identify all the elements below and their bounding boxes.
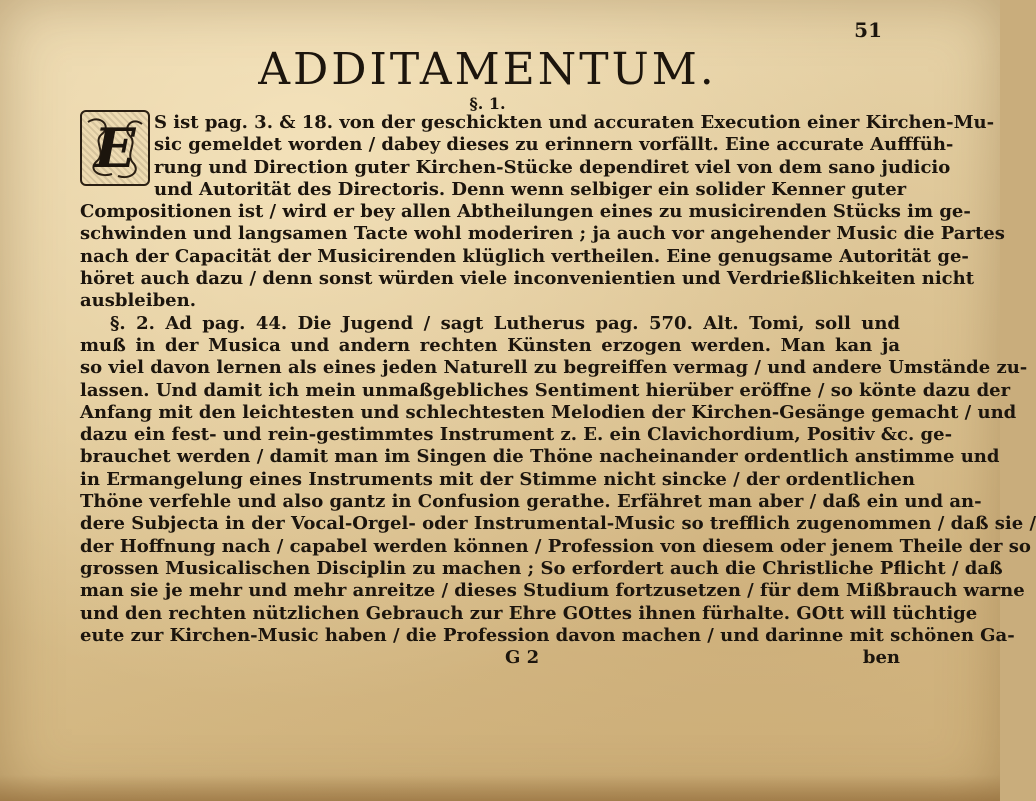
text-line: brauchet werden / damit man im Singen die Thöne nacheinander ordentlich anstimme und <box>80 446 1000 468</box>
text-line: rung und Direction guter Kirchen-Stücke dependiret viel von dem sano judicio <box>154 156 951 178</box>
text-line: §. 2. Ad pag. 44. Die Jugend / sagt Lutherus pag. 570. Alt. Tomi, soll und <box>110 312 900 334</box>
page-bottom-edge <box>0 775 1000 801</box>
text-line: Thöne verfehle und also gantz in Confusion gerathe. Erfähret man aber / daß ein und an- <box>80 491 982 513</box>
drop-cap-letter: E <box>94 116 136 180</box>
page-number: 51 <box>854 18 882 42</box>
text-line: der Hoffnung nach / capabel werden können / Profession von diesem oder jenem Theile der so <box>80 535 1031 557</box>
text-line: grossen Musicalischen Disciplin zu machen ; So erfordert auch die Christliche Pflicht / daß <box>80 557 1003 579</box>
text-line: nach der Capacität der Musicirenden klüglich vertheilen. Eine genugsame Autorität ge- <box>80 245 969 267</box>
text-line: in Ermangelung eines Instruments mit der Stimme nicht sincke / der ordentlichen <box>80 468 915 490</box>
section-mark: §. 1. <box>469 94 506 113</box>
signature-line <box>80 647 900 671</box>
text-line: man sie je mehr und mehr anreitze / dieses Studium fortzusetzen / für dem Mißbrauch warne <box>80 580 1025 602</box>
body-text <box>80 112 1036 671</box>
text-line: so viel davon lernen als eines jeden Naturell zu begreiffen vermag / und andere Umstände zu- <box>80 357 1028 379</box>
text-line: dere Subjecta in der Vocal-Orgel- oder Instrumental-Music so trefflich zugenommen / daß sie / <box>80 513 1036 535</box>
running-head: ADDITAMENTUM. <box>258 44 717 95</box>
text-line: Compositionen ist / wird er bey allen Abtheilungen eines zu musicirenden Stücks im ge- <box>80 201 971 223</box>
text-line: eute zur Kirchen-Music haben / die Profession davon machen / und darinne mit schönen Ga- <box>80 624 1015 646</box>
text-line: schwinden und langsamen Tacte wohl moderiren ; ja auch vor angehender Music die Partes <box>80 223 1005 245</box>
text-line: und den rechten nützlichen Gebrauch zur Ehre GOttes ihnen fürhalte. GOtt will tüchtige <box>80 602 978 624</box>
text-line: sic gemeldet worden / dabey dieses zu erinnern vorfällt. Eine accurate Aufffüh- <box>154 134 954 156</box>
catchword: ben <box>862 647 900 669</box>
text-line: höret auch dazu / denn sonst würden viele inconvenientien und Verdrießlichkeiten nicht <box>80 268 975 290</box>
text-line: lassen. Und damit ich mein unmaßgebliches Sentiment hierüber eröffne / so könte dazu der <box>80 379 1011 401</box>
text-line: Anfang mit den leichtesten und schlechtesten Melodien der Kirchen-Gesänge gemacht / und <box>80 401 1017 423</box>
text-line: dazu ein fest- und rein-gestimmtes Instrument z. E. ein Clavichordium, Positiv &c. ge- <box>80 424 953 446</box>
text-line: und Autorität des Directoris. Denn wenn selbiger ein solider Kenner guter <box>154 178 907 200</box>
signature-mark: G 2 <box>505 647 540 669</box>
text-line: S ist pag. 3. & 18. von der geschickten und accuraten Execution einer Kirchen-Mu- <box>154 112 995 133</box>
text-line: ausbleiben. <box>80 290 196 312</box>
text-line: muß in der Musica und andern rechten Künsten erzogen werden. Man kan ja <box>80 334 900 356</box>
